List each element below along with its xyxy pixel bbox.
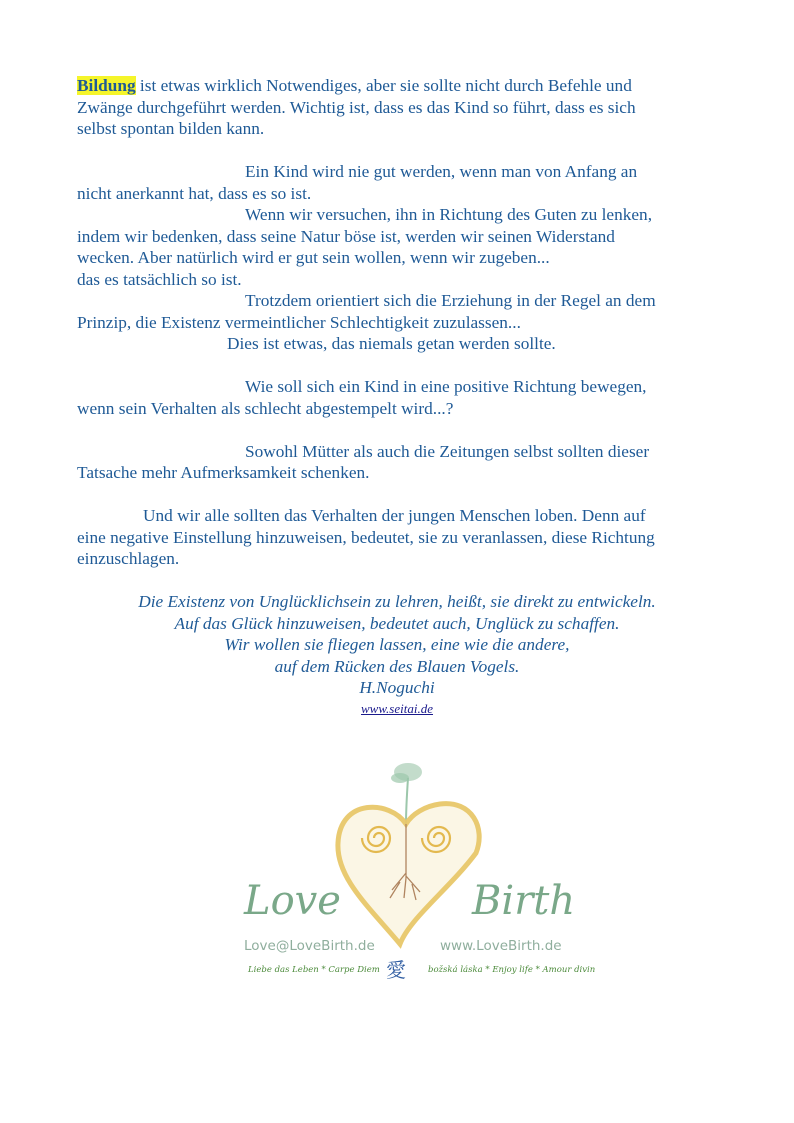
paragraph-3 xyxy=(77,204,717,290)
p7-line-3: einzuschlagen. xyxy=(77,549,180,568)
intro-line-1: ist etwas wirklich Notwendiges, aber sie sollte nicht durch Befehle und xyxy=(135,76,632,95)
p2-line-2: nicht anerkannt hat, dass es so ist. xyxy=(77,183,312,203)
p2-line-1: Ein Kind wird nie gut werden, wenn man von Anfang an xyxy=(245,162,638,181)
p7-line-2: eine negative Einstellung hinzuweisen, bedeutet, sie zu veranlassen, diese Richtung xyxy=(77,527,655,547)
logo-tagline-left: Liebe das Leben * Carpe Diem xyxy=(248,965,380,975)
highlighted-term: Bildung xyxy=(77,76,136,95)
quote-author: H.Noguchi xyxy=(359,678,435,697)
paragraph-6 xyxy=(77,441,717,484)
paragraph-2 xyxy=(77,161,717,204)
logo-website: www.LoveBirth.de xyxy=(440,938,562,954)
p4-line-3: Dies ist etwas, das niemals getan werden sollte. xyxy=(227,334,556,353)
quote-line-1: Die Existenz von Unglücklichsein zu lehren, heißt, sie direkt zu entwickeln. xyxy=(138,592,656,611)
p3-line-1: Wenn wir versuchen, ihn in Richtung des Guten zu lenken, xyxy=(245,205,653,224)
p7-line-1: Und wir alle sollten das Verhalten der jungen Menschen loben. Denn auf xyxy=(143,506,646,525)
logo-word-birth: Birth xyxy=(472,878,576,924)
lovebirth-logo xyxy=(240,758,596,988)
logo-email: Love@LoveBirth.de xyxy=(244,938,375,954)
logo-word-love: Love xyxy=(244,878,341,924)
love-kanji-icon: 愛 xyxy=(386,958,406,982)
p3-line-3: wecken. Aber natürlich wird er gut sein wollen, wenn wir zugeben... xyxy=(77,248,550,267)
p3-line-2: indem wir bedenken, dass seine Natur böse ist, werden wir seinen Widerstand xyxy=(77,226,615,246)
body-text xyxy=(77,75,717,719)
p3-line-4: das es tatsächlich so ist. xyxy=(77,269,242,289)
p6-line-2: Tatsache mehr Aufmerksamkeit schenken. xyxy=(77,463,370,482)
quote-line-3: Wir wollen sie fliegen lassen, eine wie die andere, xyxy=(224,635,570,654)
quote-block xyxy=(77,591,717,699)
p4-line-2: Prinzip, die Existenz vermeintlicher Schlechtigkeit zuzulassen... xyxy=(77,312,521,332)
p5-line-1: Wie soll sich ein Kind in eine positive Richtung bewegen, xyxy=(245,377,647,396)
intro-line-3: selbst spontan bilden kann. xyxy=(77,119,265,138)
quote-line-2: Auf das Glück hinzuweisen, bedeutet auch, Unglück zu schaffen. xyxy=(174,613,620,633)
p4-line-1: Trotzdem orientiert sich die Erziehung in der Regel an dem xyxy=(245,291,656,310)
p6-line-1: Sowohl Mütter als auch die Zeitungen selbst sollten dieser xyxy=(245,441,650,461)
quote-line-4: auf dem Rücken des Blauen Vogels. xyxy=(274,656,520,676)
intro-paragraph xyxy=(77,75,717,140)
paragraph-7 xyxy=(77,505,717,570)
paragraph-5 xyxy=(77,376,717,419)
p5-line-2: wenn sein Verhalten als schlecht abgestempelt wird...? xyxy=(77,398,454,418)
intro-line-2: Zwänge durchgeführt werden. Wichtig ist, dass es das Kind so führt, dass es sich xyxy=(77,97,636,117)
paragraph-4 xyxy=(77,290,717,355)
seitai-link[interactable]: www.seitai.de xyxy=(361,700,433,716)
logo-tagline-right: božská láska * Enjoy life * Amour divin xyxy=(428,965,596,975)
